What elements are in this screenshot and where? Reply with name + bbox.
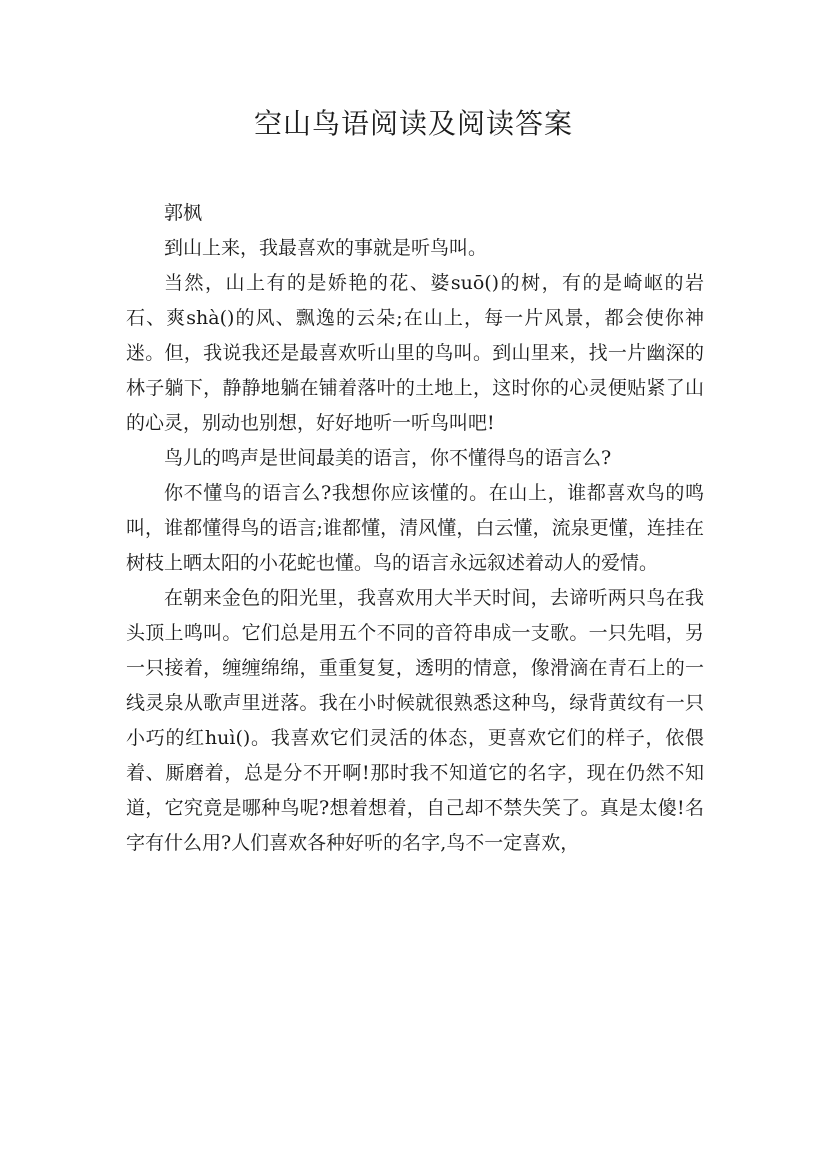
paragraph: 到山上来，我最喜欢的事就是听鸟叫。 xyxy=(164,237,488,259)
author-line: 郭枫 xyxy=(164,202,203,224)
paragraph: 在朝来金色的阳光里，我喜欢用大半天时间，去谛听两只鸟在我头顶上鸣叫。它们总是用五个不同的音符串成一支歌。一只先唱，另一只接着，缠缠绵绵，重重复复，透明的情意，像滑滴在青石上的一线灵泉从歌声里迸落。我在小时候就很熟悉这种鸟，绿背黄纹有一只小巧的红huì()。我喜欢它们灵活的体态，更喜欢它们的样子，依偎着、厮磨着，总是分不开啊!那时我不知道它的名字，现在仍然不知道，它究竟是哪种鸟呢?想着想着，自己却不禁失笑了。真是太傻!名字有什么用?人们喜欢各种好听的名字,鸟不一定喜欢， xyxy=(126,587,704,854)
paragraph: 当然，山上有的是娇艳的花、婆suō()的树，有的是崎岖的岩石、爽shà()的风、飘逸的云朵;在山上，每一片风景，都会使你神迷。但，我说我还是最喜欢听山里的鸟叫。到山里来，找一片幽深的林子躺下，静静地躺在铺着落叶的土地上，这时你的心灵便贴紧了山的心灵，别动也别想，好好地听一听鸟叫吧! xyxy=(126,272,704,434)
paragraph: 鸟儿的鸣声是世间最美的语言，你不懂得鸟的语言么? xyxy=(164,447,612,469)
paragraph: 你不懂鸟的语言么?我想你应该懂的。在山上，谁都喜欢鸟的鸣叫，谁都懂得鸟的语言;谁都懂，清风懂，白云懂，流泉更懂，连挂在树枝上晒太阳的小花蛇也懂。鸟的语言永远叙述着动人的爱情。 xyxy=(126,482,704,574)
document-body xyxy=(126,196,704,861)
document-title: 空山鸟语阅读及阅读答案 xyxy=(253,107,573,140)
